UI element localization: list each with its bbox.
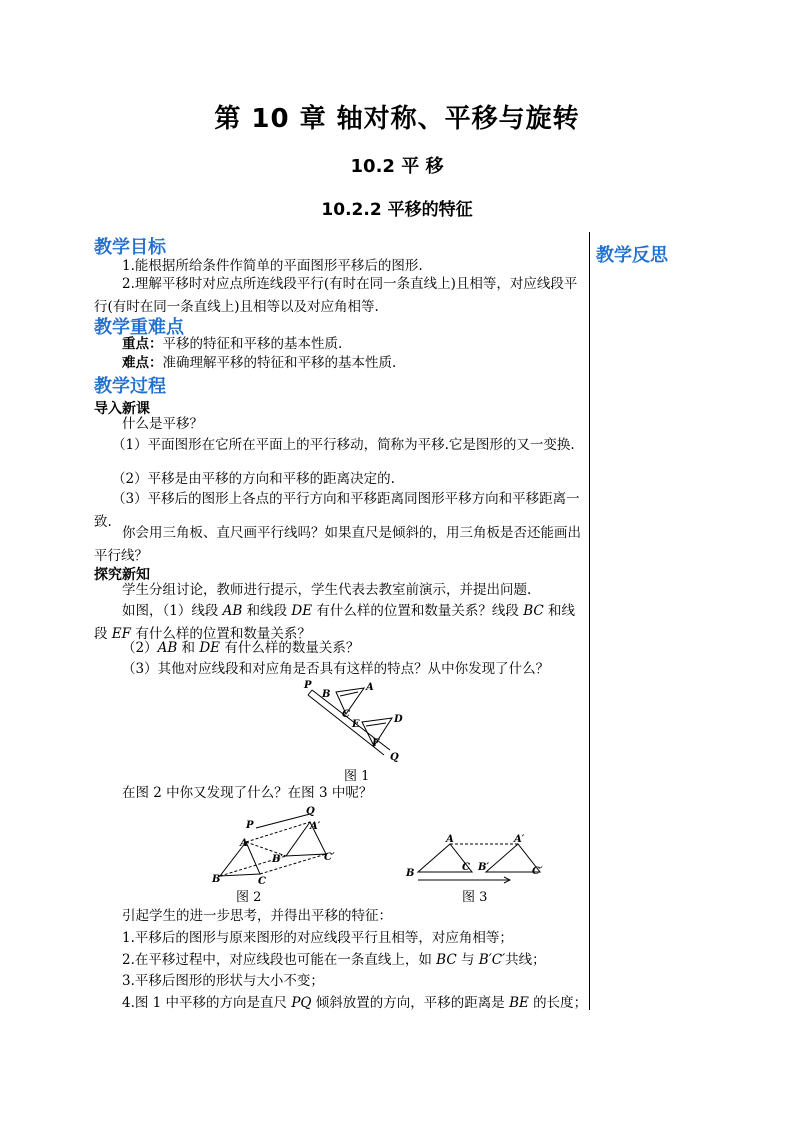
key-label: 重点： xyxy=(122,336,163,352)
text: 2.在平移过程中，对应线段也可能在一条直线上，如 xyxy=(122,952,437,968)
conclusion-3: 3.平移后图形的形状与大小不变； xyxy=(122,973,324,989)
fig2-label-a: A xyxy=(240,838,248,849)
conclusion-4 xyxy=(122,992,592,1015)
keypoints-heading: 教学重难点 xyxy=(94,317,184,338)
explore-4: （3）其他对应线段和对应角是否具有这样的特点？从中你发现了什么？ xyxy=(122,661,550,677)
figure-2-caption: 图 2 xyxy=(236,890,262,905)
question-2: 在图 2 中你又发现了什么？在图 3 中呢？ xyxy=(122,785,373,801)
difficult-text: 准确理解平移的特征和平移的基本性质. xyxy=(162,355,397,371)
fig3-label-b-prime: B′ xyxy=(478,862,490,873)
goals-heading: 教学目标 xyxy=(94,237,166,258)
text: 有什么样的数量关系？ xyxy=(220,640,360,656)
figure-1 xyxy=(300,680,410,765)
fig1-label-e: E xyxy=(352,719,360,730)
text: 共线； xyxy=(505,952,546,968)
math-bc: BC xyxy=(523,603,544,619)
conclusion-2 xyxy=(122,949,592,972)
text: 与 xyxy=(456,952,479,968)
text: 4.图 1 中平移的方向是直尺 xyxy=(122,995,292,1011)
explore-1: 学生分组讨论，教师进行提示，学生代表去教室前演示，并提出问题. xyxy=(122,582,532,598)
fig2-label-a-prime: A′ xyxy=(310,821,321,832)
goal-item-2: 2.理解平移时对应点所连线段平行(有时在同一条直线上)且相等，对应线段平行(有时在同一条直线上)且相等以及对应角相等. xyxy=(94,276,578,315)
fig2-label-c-prime: C′ xyxy=(324,852,335,863)
text: 有什么样的位置和数量关系？ xyxy=(131,626,311,642)
fig3-label-a: A xyxy=(446,834,454,845)
fig3-label-a-prime: A′ xyxy=(514,834,525,845)
process-heading: 教学过程 xyxy=(94,376,166,397)
key-text: 平移的特征和平移的基本性质. xyxy=(162,336,343,352)
fig2-label-c: C xyxy=(258,876,266,886)
paragraph-4: 你会用三角板、直尺画平行线吗？如果直尺是倾斜的，用三角板是否还能画出平行线？ xyxy=(94,525,581,564)
reflection-heading: 教学反思 xyxy=(596,245,668,266)
figure-2 xyxy=(206,804,346,886)
fig1-label-p: P xyxy=(304,680,312,691)
fig3-label-b: B xyxy=(406,868,415,879)
section-title: 10.2 平 移 xyxy=(350,156,444,177)
figure-1-caption: 图 1 xyxy=(344,769,370,784)
math-bc: BC xyxy=(436,952,457,968)
text: 如图，（1）线段 xyxy=(122,603,223,619)
text: 倾斜放置的方向，平移的距离是 xyxy=(311,995,510,1011)
math-ef: EF xyxy=(111,626,132,642)
text: 和 xyxy=(177,640,200,656)
fig3-label-c-prime: C′ xyxy=(532,866,543,877)
question-1: 什么是平移？ xyxy=(122,416,203,432)
fig1-label-b: B xyxy=(322,689,331,700)
math-ab: AB xyxy=(222,603,243,619)
fig1-label-c: C xyxy=(342,709,350,720)
column-divider xyxy=(589,232,590,1010)
math-b-c-prime: B′C′ xyxy=(478,952,506,968)
figure-3-caption: 图 3 xyxy=(462,890,488,905)
fig1-label-f: F xyxy=(372,738,380,749)
text: 的长度； xyxy=(528,995,588,1011)
text: 和线段 xyxy=(242,603,292,619)
math-ab: AB xyxy=(157,640,178,656)
subsection-title: 10.2.2 平移的特征 xyxy=(321,200,473,220)
explore-title: 探究新知 xyxy=(94,567,150,583)
fig2-label-b-prime: B′ xyxy=(272,854,284,865)
difficult-point xyxy=(94,352,584,375)
fig1-label-q: Q xyxy=(390,752,399,763)
paragraph-1: （1）平面图形在它所在平面上的平行移动，简称为平移.它是图形的又一变换. xyxy=(112,437,575,453)
math-de: DE xyxy=(291,603,313,619)
conclusion-intro: 引起学生的进一步思考，并得出平移的特征： xyxy=(122,908,392,924)
difficult-label: 难点： xyxy=(122,355,163,371)
text: （2） xyxy=(122,640,158,656)
math-de: DE xyxy=(199,640,221,656)
intro-title: 导入新课 xyxy=(94,401,150,417)
fig2-label-p: P xyxy=(246,820,254,831)
fig2-label-b: B xyxy=(212,874,221,885)
fig2-label-q: Q xyxy=(306,806,315,817)
goal-item-1: 1.能根据所给条件作简单的平面图形平移后的图形. xyxy=(122,258,423,274)
math-be: BE xyxy=(509,995,529,1011)
math-pq: PQ xyxy=(291,995,312,1011)
chapter-title: 第 10 章 轴对称、平移与旋转 xyxy=(214,104,580,134)
paragraph-2: （2）平移是由平移的方向和平移的距离决定的. xyxy=(112,471,395,487)
text: 有什么样的位置和数量关系？线段 xyxy=(312,603,524,619)
fig3-label-c: C xyxy=(462,862,470,873)
fig1-label-a: A xyxy=(366,682,374,693)
paragraph-3: （3）平移后的图形上各点的平行方向和平移距离同图形平移方向和平移距离一致. xyxy=(94,491,580,530)
conclusion-1: 1.平移后的图形与原来图形的对应线段平行且相等，对应角相等； xyxy=(122,930,513,946)
text: 和线段 xyxy=(94,603,575,642)
figure-3 xyxy=(402,832,552,884)
explore-3 xyxy=(122,637,582,660)
fig1-label-d: D xyxy=(394,714,403,725)
